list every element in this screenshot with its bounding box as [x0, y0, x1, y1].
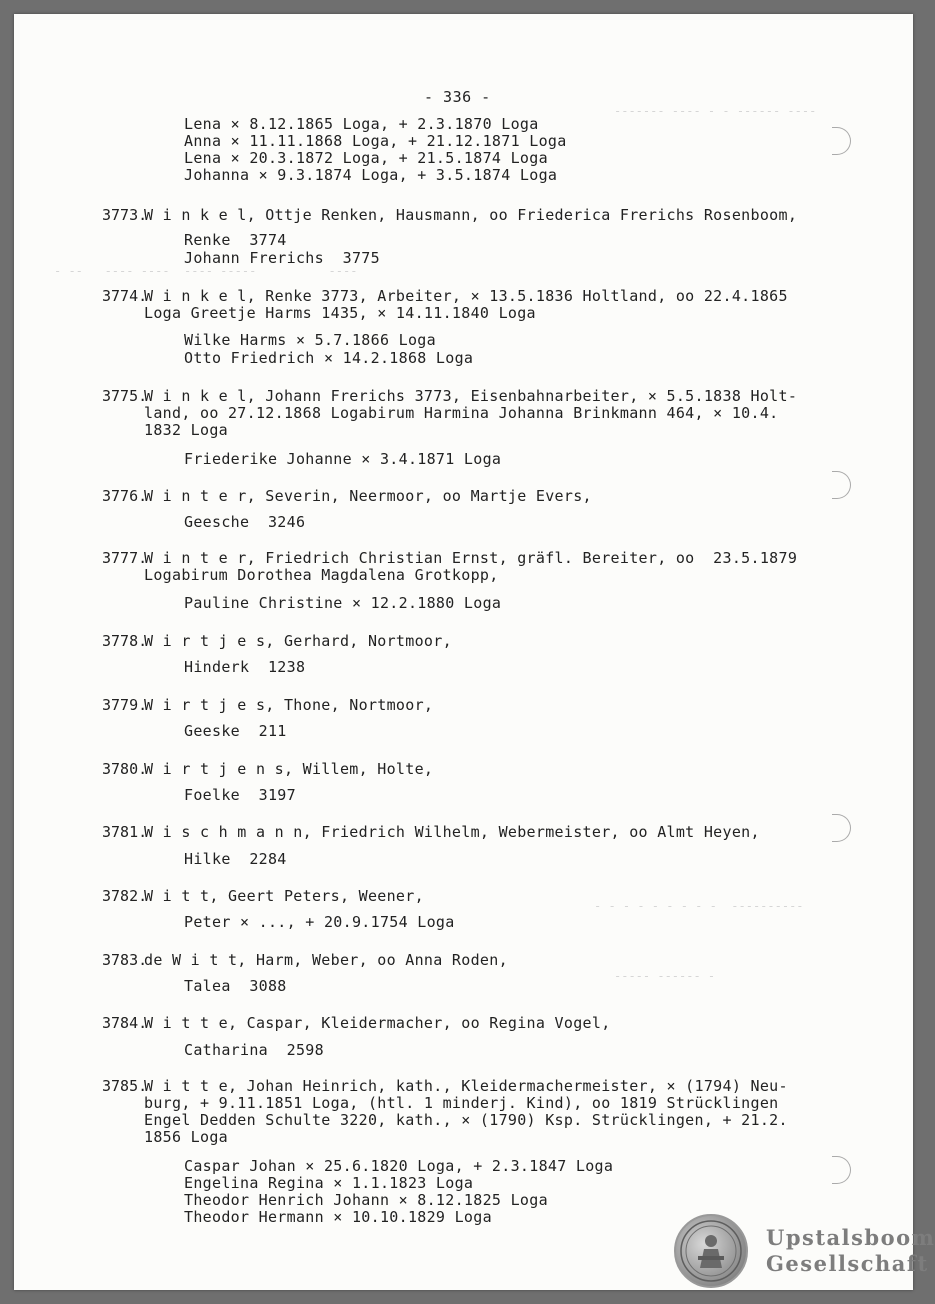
- entry-line: W i n k e l, Johann Frerichs 3773, Eisenbahnarbeiter, × 5.5.1838 Holt-: [144, 387, 798, 405]
- entry-number: 3783.: [102, 951, 148, 969]
- entry-line: W i n k e l, Renke 3773, Arbeiter, × 13.5.1836 Holtland, oo 22.4.1865: [144, 287, 788, 305]
- child-line: Otto Friedrich × 14.2.1868 Loga: [184, 349, 474, 367]
- entry-line: W i t t e, Caspar, Kleidermacher, oo Regina Vogel,: [144, 1014, 611, 1032]
- entry-line: W i s c h m a n n, Friedrich Wilhelm, Webermeister, oo Almt Heyen,: [144, 823, 760, 841]
- entry-line: de W i t t, Harm, Weber, oo Anna Roden,: [144, 951, 508, 969]
- entry-line: W i r t j e s, Gerhard, Nortmoor,: [144, 632, 452, 650]
- entry-line: W i t t, Geert Peters, Weener,: [144, 887, 424, 905]
- bleed-through-text: ----- ------ -: [614, 969, 716, 983]
- child-line: Theodor Henrich Johann × 8.12.1825 Loga: [184, 1191, 548, 1209]
- entry-line: W i t t e, Johan Heinrich, kath., Kleidermachermeister, × (1794) Neu-: [144, 1077, 788, 1095]
- entry-number: 3780.: [102, 760, 148, 778]
- entry-number: 3777.: [102, 549, 148, 567]
- entry-number: 3774.: [102, 287, 148, 305]
- child-line: Wilke Harms × 5.7.1866 Loga: [184, 331, 436, 349]
- logo-line-1: Upstalsboom: [766, 1225, 935, 1250]
- logo-text: [766, 1225, 935, 1277]
- entry-number: 3781.: [102, 823, 148, 841]
- entry-number: 3773.: [102, 206, 148, 224]
- entry-line: W i n t e r, Friedrich Christian Ernst, gräfl. Bereiter, oo 23.5.1879: [144, 549, 798, 567]
- entry-line: 1832 Loga: [144, 421, 228, 439]
- entry-number: 3782.: [102, 887, 148, 905]
- punch-hole: [832, 127, 851, 155]
- child-line: Hinderk 1238: [184, 658, 306, 676]
- child-line: Theodor Hermann × 10.10.1829 Loga: [184, 1208, 492, 1226]
- entry-line: W i r t j e s, Thone, Nortmoor,: [144, 696, 434, 714]
- entry-line: W i r t j e n s, Willem, Holte,: [144, 760, 434, 778]
- bleed-through-text: - - - - - - - - - ----------: [594, 899, 804, 913]
- child-line: Foelke 3197: [184, 786, 296, 804]
- bleed-through-text: ------- ---- - - ------ ----: [614, 104, 817, 118]
- upstalsboom-logo: [674, 1214, 935, 1288]
- child-line: Renke 3774: [184, 231, 287, 249]
- seal-icon: [674, 1214, 748, 1288]
- entry-number: 3775.: [102, 387, 148, 405]
- entry-number: 3776.: [102, 487, 148, 505]
- entry-line: W i n k e l, Ottje Renken, Hausmann, oo Friederica Frerichs Rosenboom,: [144, 206, 798, 224]
- document-page: [14, 14, 935, 1290]
- entry-line: W i n t e r, Severin, Neermoor, oo Martje Evers,: [144, 487, 592, 505]
- entry-number: 3779.: [102, 696, 148, 714]
- entry-line: Engel Dedden Schulte 3220, kath., × (1790) Ksp. Strücklingen, + 21.2.: [144, 1111, 788, 1129]
- child-line: Geeske 211: [184, 722, 287, 740]
- child-line: Pauline Christine × 12.2.1880 Loga: [184, 594, 502, 612]
- entry-line: Logabirum Dorothea Magdalena Grotkopp,: [144, 566, 499, 584]
- child-line: Johann Frerichs 3775: [184, 249, 380, 267]
- child-line: Johanna × 9.3.1874 Loga, + 3.5.1874 Loga: [184, 166, 558, 184]
- entry-line: 1856 Loga: [144, 1128, 228, 1146]
- punch-hole: [832, 471, 851, 499]
- entry-line: Loga Greetje Harms 1435, × 14.11.1840 Loga: [144, 304, 536, 322]
- child-line: Hilke 2284: [184, 850, 287, 868]
- child-line: Friederike Johanne × 3.4.1871 Loga: [184, 450, 502, 468]
- entry-number: 3785.: [102, 1077, 148, 1095]
- child-line: Talea 3088: [184, 977, 287, 995]
- child-line: Catharina 2598: [184, 1041, 324, 1059]
- child-line: Caspar Johan × 25.6.1820 Loga, + 2.3.1847 Loga: [184, 1157, 614, 1175]
- punch-hole: [832, 1156, 851, 1184]
- child-line: Lena × 8.12.1865 Loga, + 2.3.1870 Loga: [184, 115, 539, 133]
- page-number: - 336 -: [424, 88, 491, 106]
- child-line: Engelina Regina × 1.1.1823 Loga: [184, 1174, 474, 1192]
- child-line: Geesche 3246: [184, 513, 306, 531]
- logo-line-2: Gesellschaft: [766, 1251, 929, 1276]
- bleed-through-text: - -- ---- ---- ---- ----- ----: [54, 264, 358, 278]
- entry-line: burg, + 9.11.1851 Loga, (htl. 1 minderj. Kind), oo 1819 Strücklingen: [144, 1094, 779, 1112]
- entry-number: 3784.: [102, 1014, 148, 1032]
- entry-number: 3778.: [102, 632, 148, 650]
- child-line: Lena × 20.3.1872 Loga, + 21.5.1874 Loga: [184, 149, 548, 167]
- punch-hole: [832, 814, 851, 842]
- entry-line: land, oo 27.12.1868 Logabirum Harmina Johanna Brinkmann 464, × 10.4.: [144, 404, 779, 422]
- child-line: Anna × 11.11.1868 Loga, + 21.12.1871 Loga: [184, 132, 567, 150]
- child-line: Peter × ..., + 20.9.1754 Loga: [184, 913, 455, 931]
